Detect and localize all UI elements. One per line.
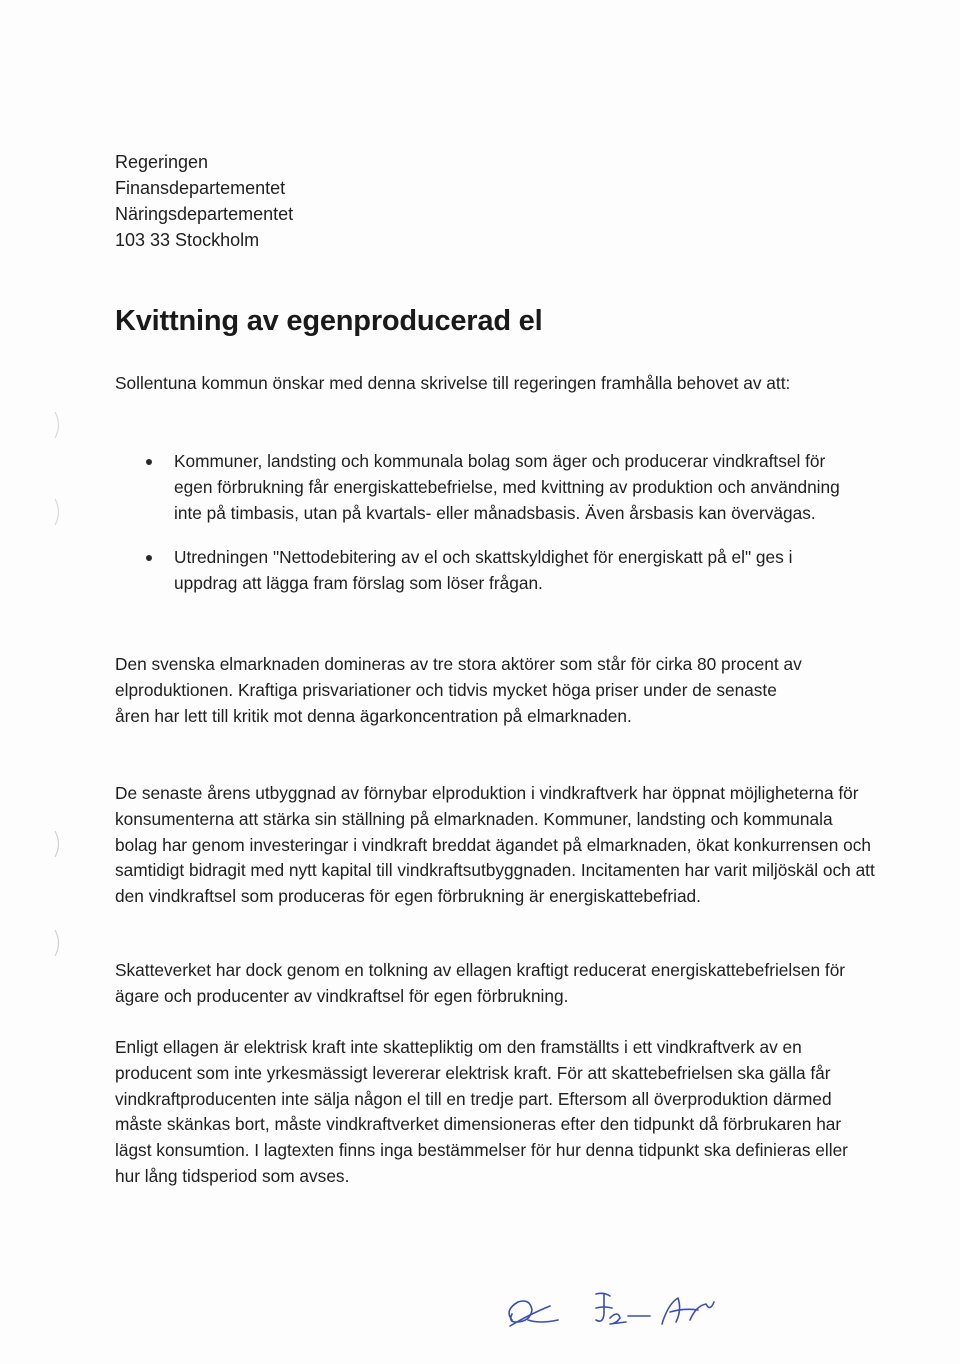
address-line: Finansdepartementet xyxy=(115,178,286,198)
address-line: Näringsdepartementet xyxy=(115,204,294,224)
paragraph: Skatteverket har dock genom en tolkning av ellagen kraftigt reducerat energiskattebefrielsen för ägare och producenter av vindkraftsel för egen förbrukning. xyxy=(115,960,846,1006)
bullet-text: Kommuner, landsting och kommunala bolag som äger och producerar vindkraftsel för egen förbrukning får energiskattebefrielse, med kvittning av produktion och användning inte på timbasis, utan på kvartals- eller månadsbasis. Även årsbasis kan övervägas. xyxy=(174,451,840,523)
bullet-list xyxy=(115,449,845,597)
bullet-dot-icon xyxy=(146,555,152,561)
margin-mark xyxy=(52,497,64,527)
intro-paragraph: Sollentuna kommun önskar med denna skrivelse till regeringen framhålla behovet av att: xyxy=(115,373,791,393)
paragraph: Den svenska elmarknaden domineras av tre stora aktörer som står för cirka 80 procent av elproduktionen. Kraftiga prisvariationer och tidvis mycket höga priser under de senaste åren har lett till kritik mot denna ägarkoncentration på elmarknaden. xyxy=(115,654,802,726)
margin-mark xyxy=(52,928,64,958)
recipient-address xyxy=(115,149,293,253)
bullet-dot-icon xyxy=(146,459,152,465)
signature-initials xyxy=(500,1280,730,1340)
bullet-item xyxy=(115,449,845,526)
paragraph: Enligt ellagen är elektrisk kraft inte skattepliktig om den framställts i ett vindkraftverk av en producent som inte yrkesmässigt levererar elektrisk kraft. För att skattebefrielsen ska gälla får vindkraftproducenten inte sälja någon el till en tredje part. Eftersom all överproduktion därmed måste skänkas bort, måste vindkraftverket dimensioneras efter den tidpunkt då förbrukaren har lägst konsumtion. I lagtexten finns inga bestämmelser för hur denna tidpunkt ska definieras eller hur lång tidsperiod som avses. xyxy=(115,1037,848,1186)
address-line: Regeringen xyxy=(115,152,209,172)
address-line: 103 33 Stockholm xyxy=(115,230,260,250)
document-title: Kvittning av egenproducerad el xyxy=(115,305,543,337)
paragraph: De senaste årens utbyggnad av förnybar elproduktion i vindkraftverk har öppnat möjligheterna för konsumenterna att stärka sin ställning på elmarknaden. Kommuner, landsting och kommunala bolag har genom investeringar i vindkraft breddat ägandet på elmarknaden, ökat konkurrensen och samtidigt bidragit med nytt kapital till vindkraftsutbyggnaden. Incitamenten har varit miljöskäl och att den vindkraftsel som produceras för egen förbrukning är energiskattebefriad. xyxy=(115,783,875,907)
bullet-text: Utredningen "Nettodebitering av el och skattskyldighet för energiskatt på el" ges i uppdrag att lägga fram förslag som löser frågan. xyxy=(174,547,793,594)
margin-mark xyxy=(52,829,64,859)
bullet-item xyxy=(115,545,845,597)
margin-mark xyxy=(52,410,64,440)
